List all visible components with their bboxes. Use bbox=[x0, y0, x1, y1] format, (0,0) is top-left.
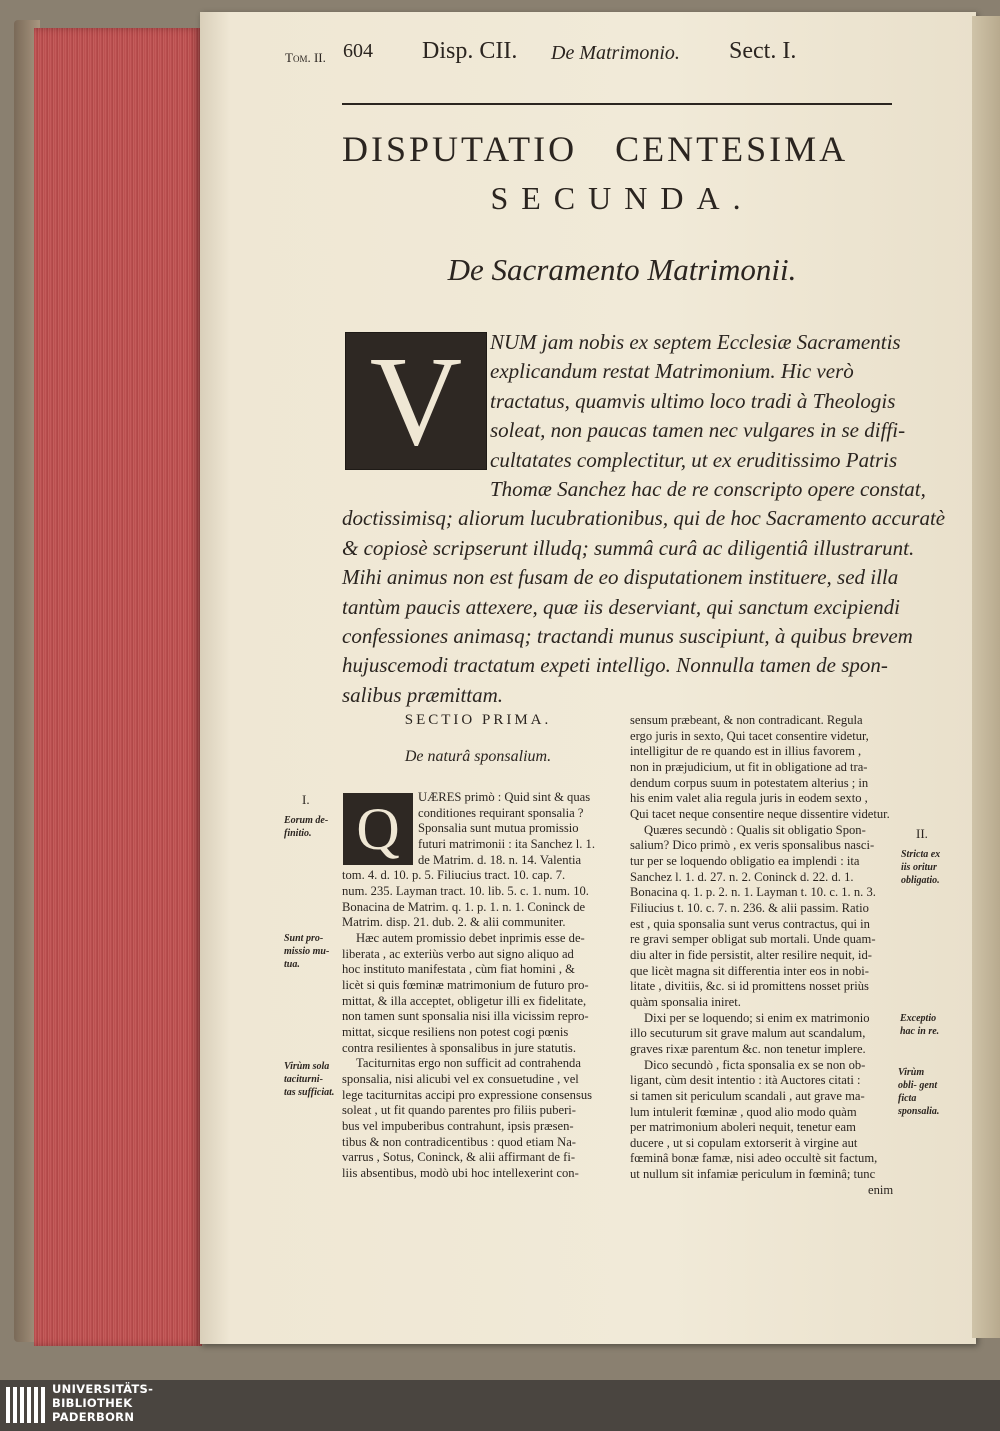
library-name-line-1: UNIVERSITÄTS- bbox=[52, 1382, 154, 1396]
library-name-line-2: BIBLIOTHEK bbox=[52, 1396, 133, 1410]
right-col-line: Quæres secundò : Qualis sit obligatio Spon- bbox=[644, 822, 866, 837]
margin-note-right-1: Stricta ex iis oritur obligatio. bbox=[901, 849, 941, 886]
title-line-1: DISPUTATIO CENTESIMA bbox=[342, 129, 849, 169]
left-col-line: tom. 4. d. 10. p. 5. Filiucius tract. 10. cap. 7. bbox=[342, 868, 566, 883]
right-col-line: Dico secundò , ficta sponsalia ex se non ob- bbox=[644, 1057, 866, 1072]
margin-note-right-3: Virùm obli- gent ficta sponsalia. bbox=[898, 1067, 940, 1117]
intro-drop-cap-letter: V bbox=[369, 330, 463, 472]
right-col-line: ligant, cùm desit intentio : ità Auctores citati : bbox=[630, 1073, 861, 1088]
intro-drop-cap bbox=[345, 332, 487, 470]
left-col-line: soleat , ut fit quando parentes pro filiis puberi- bbox=[342, 1103, 576, 1118]
right-col-line: dendum corpus suum in potestatem alterius ; in bbox=[630, 775, 869, 790]
left-col-line: futuri matrimonii : ita Sanchez l. 1. bbox=[418, 836, 595, 851]
left-col-line: de Matrim. d. 18. n. 14. Valentia bbox=[418, 852, 582, 867]
left-col-line: licèt si quis fœminæ matrimonium de futuro pro- bbox=[342, 977, 589, 992]
left-col-line: conditiones requirant sponsalia ? bbox=[418, 805, 584, 820]
left-col-line: tibus & non contradicentibus : quod etiam Na- bbox=[342, 1134, 576, 1149]
intro-lines-line: tantùm paucis attexere, quæ iis deserviant, qui sanctum excipiendi bbox=[342, 594, 900, 619]
running-head bbox=[285, 36, 825, 66]
left-col-line: Hæc autem promissio debet inprimis esse de- bbox=[356, 930, 585, 945]
right-col-line: re gravi semper obligat sub mortali. Unde quam- bbox=[630, 932, 876, 947]
margin-number-right-1: II. bbox=[916, 826, 928, 841]
library-name bbox=[52, 1382, 153, 1424]
right-col-line: salium? Dico primò , ex veris sponsalibus nasci- bbox=[630, 838, 875, 853]
intro-lines-line: Thomæ Sanchez hac de re conscripto opere constat, bbox=[490, 477, 926, 501]
library-name-line-3: PADERBORN bbox=[52, 1410, 135, 1424]
right-col-line: Dixi per se loquendo; si enim ex matrimonio bbox=[644, 1010, 870, 1025]
section-subtitle: De naturâ sponsalium. bbox=[404, 748, 552, 765]
left-col-line: Sponsalia sunt mutua promissio bbox=[418, 821, 579, 836]
left-col-line: liberata , ac exteriùs verbo aut signo aliquo ad bbox=[342, 946, 574, 961]
right-col-line: intelligitur de re quando est in illius favorem , bbox=[630, 744, 862, 759]
left-col-line: liis absentibus, modò ubi hoc intellexerint con- bbox=[342, 1165, 579, 1180]
intro-lines-line: tractatus, quamvis ultimo loco tradi à Theologis bbox=[490, 388, 896, 413]
left-col-line: UÆRES primò : Quid sint & quas bbox=[418, 790, 591, 804]
right-col-line: est , quia sponsalia sunt verus contractus, qui in bbox=[630, 916, 870, 931]
right-col-line: lum intulerit fœminæ , quod alio modo quàm bbox=[630, 1104, 857, 1119]
right-col-line: graves rixæ parentum &c. non tenetur implere. bbox=[630, 1041, 866, 1056]
right-page-edge bbox=[972, 16, 1000, 1338]
left-col-line: Bonacina de Matrim. q. 1. p. 1. n. 1. Coninck de bbox=[342, 899, 586, 914]
right-col-line: per matrimonium aboleri nequit, tenetur eam bbox=[630, 1120, 856, 1135]
right-col-line: Sanchez l. 1. d. 27. n. 2. Coninck d. 22. d. 1. bbox=[630, 869, 854, 884]
left-col-line: sponsalia, nisi alicubi vel ex consuetudine , vel bbox=[342, 1071, 579, 1086]
intro-lines-line: cultatates complectitur, ut ex eruditissimo Patris bbox=[490, 447, 898, 472]
left-col-line: non tamen sunt sponsalia nisi illa vicissim repro- bbox=[342, 1009, 589, 1024]
margin-number-left-1: I. bbox=[302, 792, 310, 807]
right-col-line: fœminâ bonæ famæ, nisi adeo occultè sit factum, bbox=[630, 1151, 878, 1166]
right-col-line: que licèt magna sit differentia inter eos in nobi- bbox=[630, 963, 869, 978]
left-col-line: bus vel impuberibus contrahunt, ipsis præsen- bbox=[342, 1118, 574, 1133]
intro-lines-line: confessiones animasq; tractandi munus suscipiunt, à quibus brevem bbox=[342, 624, 913, 648]
right-col-line: diu alter in fide persistit, alter resilire nequit, id- bbox=[630, 947, 873, 962]
left-col-line: contra resilientes à sponsalibus in jure statutis. bbox=[342, 1040, 576, 1055]
intro-lines-line: & copiosè scripserunt illudq; summâ curâ ac diligentiâ illustrarunt. bbox=[342, 535, 915, 560]
section-label: Sect. I. bbox=[729, 38, 797, 64]
right-col-line: his enim valet alia regula juris in eodem sexto , bbox=[630, 791, 868, 806]
right-col-line: ducere , ut si copulam extorserit à virgine aut bbox=[630, 1135, 858, 1150]
intro-lines-line: explicandum restat Matrimonium. Hic verò bbox=[490, 359, 854, 384]
right-col-line: enim bbox=[868, 1182, 894, 1197]
intro-lines-line: doctissimisq; aliorum lucubrationibus, qui de hoc Sacramento accuratè bbox=[342, 506, 946, 531]
right-col-line: Filiucius t. 10. c. 7. n. 236. & alii passim. Ratio bbox=[630, 900, 869, 915]
intro-lines-line: NUM jam nobis ex septem Ecclesiæ Sacramentis bbox=[490, 330, 901, 354]
title-subtitle: De Sacramento Matrimonii. bbox=[447, 252, 797, 287]
right-col-line: litate , divitiis, &c. si id promittens nosset priùs bbox=[630, 979, 869, 994]
section-drop-cap bbox=[343, 793, 413, 865]
page-edges bbox=[34, 28, 202, 1346]
intro-lines-line: Mihi animus non est fusam de eo disputationem instituere, sed illa bbox=[342, 565, 899, 590]
right-col-line: Bonacina q. 1. p. 2. n. 1. Layman t. 10. c. 1. n. 3. bbox=[630, 885, 876, 900]
right-col-line: si tamen sit periculum scandali , aut grave ma- bbox=[630, 1088, 865, 1103]
margin-note-left-2: Sunt pro- missio mu- tua. bbox=[284, 933, 330, 970]
header-rule bbox=[342, 103, 892, 105]
margin-note-left-1: Eorum de- finitio. bbox=[284, 815, 329, 839]
right-col-line: ergo juris in sexto, Qui tacet consentire videtur, bbox=[630, 728, 869, 743]
disputation-label: Disp. CII. bbox=[422, 38, 518, 64]
left-col-line: hoc instituto manifestata , cùm fiat homini , & bbox=[342, 962, 575, 977]
running-title: De Matrimonio. bbox=[551, 42, 680, 64]
intro-lines-line: soleat, non paucas tamen nec vulgares in se diffi- bbox=[490, 418, 906, 443]
left-col-line: Taciturnitas ergo non sufficit ad contrahenda bbox=[356, 1056, 581, 1071]
right-col-line: tur per se loquendo obligatio ea implendi : ita bbox=[630, 853, 860, 868]
left-col-line: num. 235. Layman tract. 10. lib. 5. c. 1. num. 10. bbox=[342, 883, 589, 898]
left-col-line: mittat, & illa acceptet, obligetur illi ex fidelitate, bbox=[342, 993, 587, 1008]
left-col-line: lege taciturnitas accipi pro expressione consensus bbox=[342, 1087, 593, 1102]
right-col-line: sensum præbeant, & non contradicant. Regula bbox=[630, 713, 863, 727]
intro-lines-line: hujuscemodi tractatum expeti intelligo. Nonnulla tamen de spon- bbox=[342, 653, 888, 678]
left-col-line: mittat, sicque resiliens non potest cogi pœnis bbox=[342, 1024, 569, 1039]
library-logo-icon bbox=[6, 1385, 46, 1425]
margin-note-right-2: Exceptio hac in re. bbox=[900, 1013, 940, 1037]
right-col-line: non in præjudicium, ut fit in obligatione ad tra- bbox=[630, 759, 868, 774]
left-col-line: varrus , Sotus, Coninck, & alii affirmant de fi- bbox=[342, 1150, 576, 1165]
right-col-line: quàm sponsalia iniret. bbox=[630, 994, 741, 1009]
title-line-2: SECUNDA. bbox=[490, 180, 754, 216]
page-number: 604 bbox=[343, 40, 373, 62]
right-col-line: Qui tacet neque consentire neque dissentire videtur. bbox=[630, 806, 890, 821]
left-col-line: Matrim. disp. 21. dub. 2. & alii communiter. bbox=[342, 915, 566, 930]
intro-lines-line: salibus præmittam. bbox=[342, 682, 504, 707]
section-drop-cap-letter: Q bbox=[356, 796, 400, 862]
tome-label: Tom. II. bbox=[285, 50, 326, 65]
right-col-line: ut nullum sit infamiæ periculum in fœminâ; tunc bbox=[630, 1167, 876, 1182]
section-heading: SECTIO PRIMA. bbox=[404, 712, 552, 728]
margin-note-left-3: Virùm sola taciturni- tas sufficiat. bbox=[284, 1061, 335, 1098]
right-col-line: illo secuturum sit grave malum aut scandalum, bbox=[630, 1026, 866, 1041]
